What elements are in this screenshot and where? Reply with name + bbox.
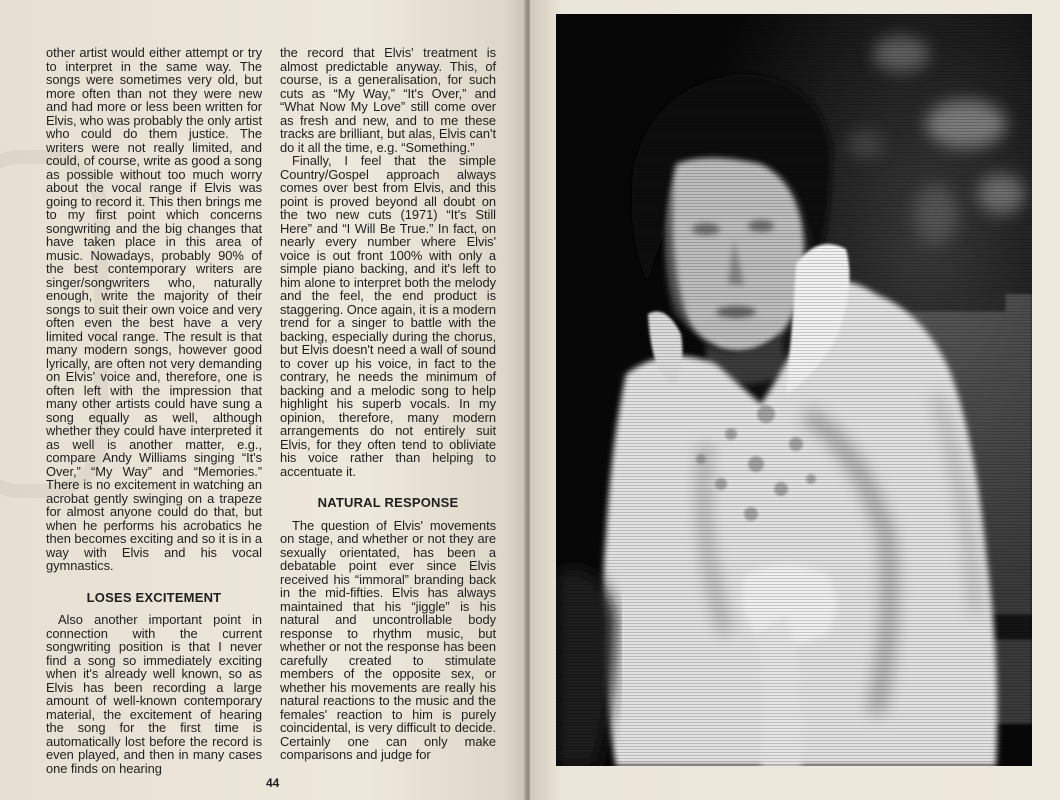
- paragraph: The question of Elvis' movements on stage, and whether or not they are sexually orientated, has been a debatable point ever since Elvis received his “immoral” branding back in the mid-fifties. Elvis has always maintained that his “jiggle” is his natural and uncontrollable body response to rhythm music, but whether or not the response has been carefully created to stimulate members of the opposite sex, or whether his movements are really his natural reactions to the music and the females' reaction to him is purely coincidental, is very difficult to decide. Certainly one can only make comparisons and judge for: [280, 517, 496, 762]
- text-column-right: [280, 46, 496, 762]
- paragraph: the record that Elvis' treatment is almost predictable anyway. This, of course, is a generalisation, for such cuts as “My Way,” “It's Over,” and “What Now My Love” still come over as fresh and new, and to me these tracks are brilliant, but alas, Elvis can't do it all the time, e.g. “Something.”: [280, 45, 496, 155]
- section-heading: LOSES EXCITEMENT: [86, 589, 222, 605]
- page-number: 44: [266, 776, 280, 790]
- section-heading: NATURAL RESPONSE: [317, 495, 459, 510]
- text-column-left: [46, 46, 262, 775]
- left-page: [0, 0, 526, 800]
- photo-graphic: [556, 14, 1032, 766]
- paragraph: Finally, I feel that the simple Country/Gospel approach always comes over best from Elvis, and this point is proved beyond all doubt on the two new cuts (1971) “It's Still Here” and “I Will Be True.” In fact, on nearly every number where Elvis' voice is out front 100% with only a simple piano backing, and it's left to him alone to interpret both the melody and the feel, the end product is staggering. Once again, it is a modern trend for a singer to battle with the backing, especially during the chorus, but Elvis doesn't need a wall of sound to cover up his voice, in fact to the contrary, he needs the minimum of backing and a melodic song to help highlight his superb vocals. In my opinion, therefore, many modern arrangements do not entirely suit Elvis, for they often tend to obliviate his voice rather than helping to accentuate it.: [280, 153, 496, 479]
- paragraph: other artist would either attempt or try to interpret in the same way. The songs were sometimes very old, but more often than not they were new and had more or less been written for Elvis, who was probably the only artist who could do them justice. The writers were not really limited, and could, of course, write as good a song as possible without too much worry about the vocal range if Elvis was going to record it. This then brings me to my first point which concerns songwriting and the big changes that have taken place in this area of music. Nowadays, probably 90% of the best contemporary writers are singer/songwriters who, naturally enough, write the majority of their songs to suit their own voice and very often even the best have a very limited vocal range. The result is that many modern songs, however good lyrically, are often not very demanding on Elvis' voice and, therefore, one is often left with the impression that many other artists could have sung a song equally as well, although whether they could have interpreted it as well is another matter, e.g., compare Andy Williams singing “It's Over,” “My Way” and “Memories.” There is no excitement in watching an acrobat gently swinging on a trapeze for almost anyone could do that, but when he performs his acrobatics he then becomes exciting and so it is in a way with Elvis and his vocal gymnastics.: [46, 45, 262, 573]
- paragraph: Also another important point in connection with the current songwriting position is that I never find a song so immediately exciting when it's already well known, so as Elvis has been recording a large amount of well-known contemporary material, the excitement of hearing the song for the first time is automatically lost before the record is even played, and then in many cases one finds on hearing: [46, 612, 262, 776]
- photograph: [556, 14, 1032, 766]
